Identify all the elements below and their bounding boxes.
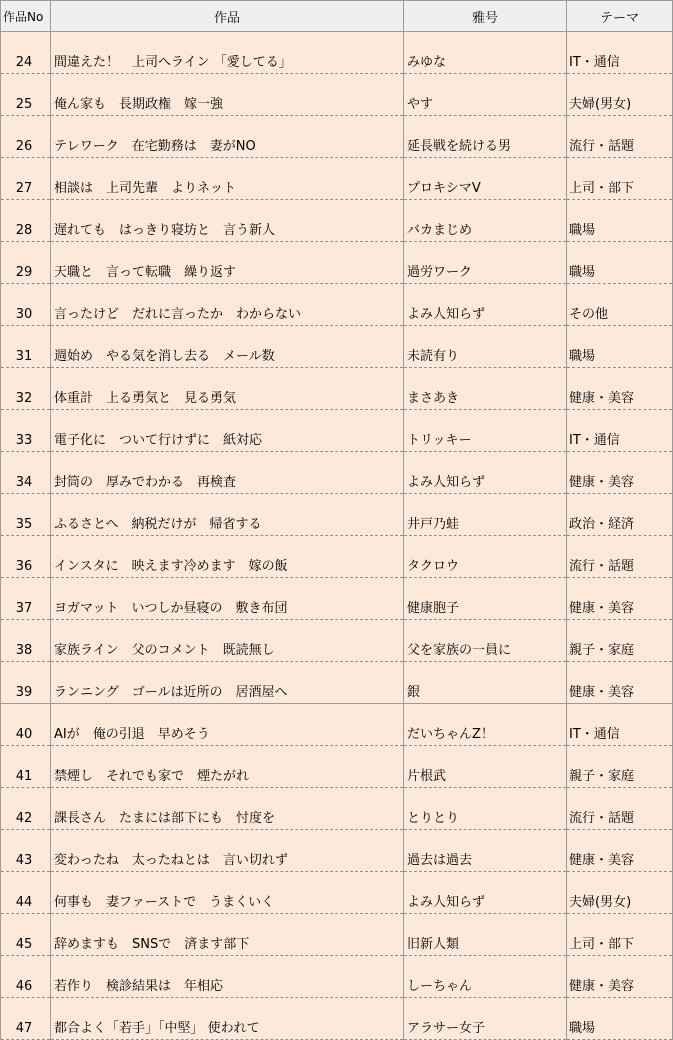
cell-theme[interactable]: 夫婦(男女): [567, 872, 673, 914]
table-row: [1, 116, 673, 158]
cell-theme[interactable]: IT・通信: [567, 32, 673, 74]
cell-work[interactable]: 都合よく「若手」「中堅」 使われて: [51, 998, 404, 1040]
cell-no[interactable]: 29: [1, 242, 51, 284]
cell-name[interactable]: 過労ワーク: [404, 242, 567, 284]
table-row: [1, 410, 673, 452]
cell-no[interactable]: 45: [1, 914, 51, 956]
cell-no[interactable]: 44: [1, 872, 51, 914]
cell-work[interactable]: インスタに 映えます冷めます 嫁の飯: [51, 536, 404, 578]
cell-name[interactable]: タクロウ: [404, 536, 567, 578]
table-row: [1, 536, 673, 578]
cell-name[interactable]: 過去は過去: [404, 830, 567, 872]
cell-no[interactable]: 38: [1, 620, 51, 662]
cell-theme[interactable]: 政治・経済: [567, 494, 673, 536]
cell-no[interactable]: 46: [1, 956, 51, 998]
cell-name[interactable]: 旧新人類: [404, 914, 567, 956]
header-row: [1, 1, 673, 32]
cell-no[interactable]: 41: [1, 746, 51, 788]
table-row: [1, 284, 673, 326]
cell-name[interactable]: アラサー女子: [404, 998, 567, 1040]
table-row: [1, 914, 673, 956]
cell-name[interactable]: みゆな: [404, 32, 567, 74]
table-row: [1, 662, 673, 704]
cell-name[interactable]: まさあき: [404, 368, 567, 410]
cell-work[interactable]: 週始め やる気を消し去る メール数: [51, 326, 404, 368]
cell-name[interactable]: やす: [404, 74, 567, 116]
cell-no[interactable]: 40: [1, 704, 51, 746]
cell-name[interactable]: 延長戦を続ける男: [404, 116, 567, 158]
cell-name[interactable]: 井戸乃蛙: [404, 494, 567, 536]
cell-theme[interactable]: 職場: [567, 200, 673, 242]
cell-theme[interactable]: 健康・美容: [567, 368, 673, 410]
cell-no[interactable]: 43: [1, 830, 51, 872]
cell-name[interactable]: プロキシマV: [404, 158, 567, 200]
cell-work[interactable]: AIが 俺の引退 早めそう: [51, 704, 404, 746]
cell-no[interactable]: 28: [1, 200, 51, 242]
cell-theme[interactable]: 夫婦(男女): [567, 74, 673, 116]
cell-name[interactable]: よみ人知らず: [404, 452, 567, 494]
cell-name[interactable]: とりとり: [404, 788, 567, 830]
table-row: [1, 368, 673, 410]
table-row: [1, 788, 673, 830]
cell-name[interactable]: しーちゃん: [404, 956, 567, 998]
table-row: [1, 578, 673, 620]
table-row: [1, 74, 673, 116]
table-row: [1, 494, 673, 536]
cell-work[interactable]: 体重計 上る勇気と 見る勇気: [51, 368, 404, 410]
header-work[interactable]: 作品: [51, 1, 404, 32]
cell-theme[interactable]: 職場: [567, 242, 673, 284]
table-row: [1, 956, 673, 998]
cell-work[interactable]: 遅れても はっきり寝坊と 言う新人: [51, 200, 404, 242]
table-row: [1, 200, 673, 242]
cell-theme[interactable]: 健康・美容: [567, 662, 673, 704]
cell-work[interactable]: ランニング ゴールは近所の 居酒屋へ: [51, 662, 404, 704]
cell-no[interactable]: 39: [1, 662, 51, 704]
cell-name[interactable]: バカまじめ: [404, 200, 567, 242]
table-row: [1, 830, 673, 872]
cell-theme[interactable]: IT・通信: [567, 704, 673, 746]
cell-theme[interactable]: 親子・家庭: [567, 746, 673, 788]
table-row: [1, 704, 673, 746]
cell-name[interactable]: 片根武: [404, 746, 567, 788]
cell-no[interactable]: 47: [1, 998, 51, 1040]
cell-no[interactable]: 36: [1, 536, 51, 578]
header-no[interactable]: 作品No: [1, 1, 51, 32]
cell-work[interactable]: ふるさとへ 納税だけが 帰省する: [51, 494, 404, 536]
table-row: [1, 326, 673, 368]
table-row: [1, 872, 673, 914]
cell-no[interactable]: 24: [1, 32, 51, 74]
cell-theme[interactable]: 健康・美容: [567, 830, 673, 872]
cell-no[interactable]: 42: [1, 788, 51, 830]
cell-theme[interactable]: IT・通信: [567, 410, 673, 452]
table-row: [1, 746, 673, 788]
cell-work[interactable]: 辞めますも SNSで 済ます部下: [51, 914, 404, 956]
cell-theme[interactable]: 流行・話題: [567, 788, 673, 830]
cell-name[interactable]: だいちゃんZ！: [404, 704, 567, 746]
cell-work[interactable]: 何事も 妻ファーストで うまくいく: [51, 872, 404, 914]
cell-work[interactable]: 家族ライン 父のコメント 既読無し: [51, 620, 404, 662]
cell-theme[interactable]: 健康・美容: [567, 956, 673, 998]
cell-no[interactable]: 33: [1, 410, 51, 452]
cell-name[interactable]: 未読有り: [404, 326, 567, 368]
cell-theme[interactable]: 流行・話題: [567, 116, 673, 158]
cell-work[interactable]: 電子化に ついて行けずに 紙対応: [51, 410, 404, 452]
table-row: [1, 158, 673, 200]
cell-name[interactable]: 健康胞子: [404, 578, 567, 620]
cell-work[interactable]: テレワーク 在宅勤務は 妻がNO: [51, 116, 404, 158]
header-theme[interactable]: テーマ: [567, 1, 673, 32]
cell-work[interactable]: 課長さん たまには部下にも 忖度を: [51, 788, 404, 830]
cell-work[interactable]: 若作り 検診結果は 年相応: [51, 956, 404, 998]
cell-work[interactable]: ヨガマット いつしか昼寝の 敷き布団: [51, 578, 404, 620]
header-name[interactable]: 雅号: [404, 1, 567, 32]
cell-no[interactable]: 37: [1, 578, 51, 620]
cell-theme[interactable]: 上司・部下: [567, 914, 673, 956]
table-row: [1, 620, 673, 662]
cell-theme[interactable]: 流行・話題: [567, 536, 673, 578]
cell-no[interactable]: 32: [1, 368, 51, 410]
cell-theme[interactable]: 健康・美容: [567, 452, 673, 494]
cell-name[interactable]: よみ人知らず: [404, 284, 567, 326]
cell-work[interactable]: 相談は 上司先輩 よりネット: [51, 158, 404, 200]
table-row: [1, 452, 673, 494]
cell-name[interactable]: 銀: [404, 662, 567, 704]
table-row: [1, 32, 673, 74]
cell-work[interactable]: 封筒の 厚みでわかる 再検査: [51, 452, 404, 494]
cell-name[interactable]: 父を家族の一員に: [404, 620, 567, 662]
cell-theme[interactable]: 職場: [567, 326, 673, 368]
cell-theme[interactable]: 職場: [567, 998, 673, 1040]
cell-work[interactable]: 変わったね 太ったねとは 言い切れず: [51, 830, 404, 872]
cell-no[interactable]: 26: [1, 116, 51, 158]
table-row: [1, 242, 673, 284]
cell-name[interactable]: トリッキー: [404, 410, 567, 452]
cell-no[interactable]: 30: [1, 284, 51, 326]
cell-work[interactable]: 天職と 言って転職 繰り返す: [51, 242, 404, 284]
cell-no[interactable]: 34: [1, 452, 51, 494]
cell-no[interactable]: 25: [1, 74, 51, 116]
cell-no[interactable]: 31: [1, 326, 51, 368]
cell-work[interactable]: 言ったけど だれに言ったか わからない: [51, 284, 404, 326]
cell-work[interactable]: 禁煙し それでも家で 煙たがれ: [51, 746, 404, 788]
cell-work[interactable]: 間違えた！ 上司へライン 「愛してる」: [51, 32, 404, 74]
cell-theme[interactable]: 親子・家庭: [567, 620, 673, 662]
cell-no[interactable]: 35: [1, 494, 51, 536]
cell-theme[interactable]: その他: [567, 284, 673, 326]
cell-name[interactable]: よみ人知らず: [404, 872, 567, 914]
table-row: [1, 998, 673, 1040]
cell-no[interactable]: 27: [1, 158, 51, 200]
cell-theme[interactable]: 健康・美容: [567, 578, 673, 620]
cell-theme[interactable]: 上司・部下: [567, 158, 673, 200]
cell-work[interactable]: 俺ん家も 長期政権 嫁一強: [51, 74, 404, 116]
